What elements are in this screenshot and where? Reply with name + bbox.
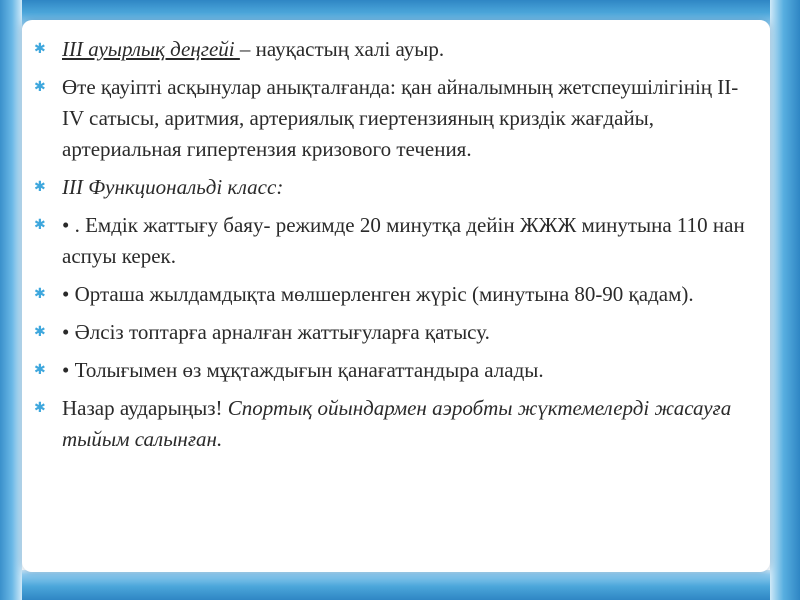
star-bullet-icon: ✱ [34,286,46,302]
severity-heading: III ауырлық деңгейі [62,37,240,61]
star-bullet-icon: ✱ [34,400,46,416]
severity-description: – науқастың халі ауыр. [239,37,445,61]
group-exercise-text: • Әлсіз топтарға арналған жаттығуларға қатысу. [62,320,490,344]
functional-class-text: III Функциональді класс: [62,175,284,199]
complications-text: Өте қауіпті асқынулар анықталғанда: қан айналымның жетспеушілігінің II-IV сатысы, аритмия, артериялық гиертензияның криздік жағдайы, артериальная гипертензия кризового течения. [62,75,739,161]
list-item-warning [34,393,749,455]
star-bullet-icon: ✱ [34,79,46,95]
star-bullet-icon: ✱ [34,41,46,57]
list-item-severity [34,34,749,65]
self-care-text: • Толығымен өз мұқтаждығын қанағаттандыра алады. [62,358,544,382]
list-item-group-exercise [34,317,749,348]
list-item-walking [34,279,749,310]
star-bullet-icon: ✱ [34,324,46,340]
list-item-self-care [34,355,749,386]
warning-label: Назар аударыңыз! [62,396,228,420]
frame-right-border [770,0,800,600]
frame-bottom-border [0,570,800,600]
star-bullet-icon: ✱ [34,217,46,233]
list-item-complications [34,72,749,165]
list-item-exercise [34,210,749,272]
star-bullet-icon: ✱ [34,179,46,195]
list-item-functional-class [34,172,749,203]
slide-content [34,34,749,462]
warning-text: Спортық ойындармен аэробты жүктемелерді жасауға тыйым салынған. [62,396,732,451]
star-bullet-icon: ✱ [34,362,46,378]
walking-text: • Орташа жылдамдықта мөлшерленген жүріс (минутына 80-90 қадам). [62,282,694,306]
exercise-text: • . Емдік жаттығу баяу- режимде 20 минутқа дейін ЖЖЖ минутына 110 нан аспуы керек. [62,213,745,268]
frame-left-border [0,0,22,600]
